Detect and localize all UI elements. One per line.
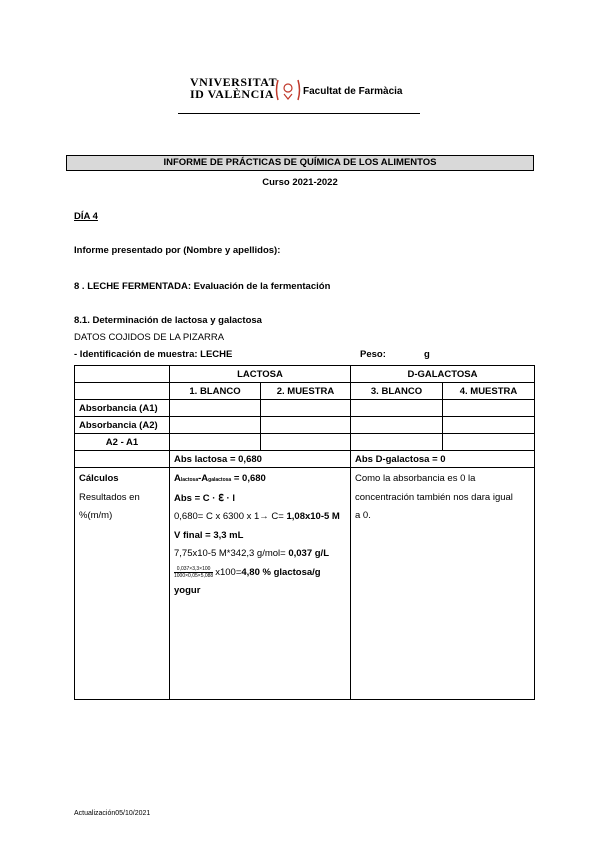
table-cell [75,451,170,468]
table-cell [170,417,261,434]
table-row [75,383,535,400]
galactosa-note-line: a 0. [355,510,371,521]
group-header-galactosa: D-GALACTOSA [351,366,535,383]
calc-line-7: yogur [174,585,201,596]
university-logo [190,76,420,106]
fraction: 0,037×3,3×100 1000×0,05×5,088 [174,566,214,580]
weight-label: Peso: [360,349,386,360]
result-label: Resultados en [79,491,140,503]
table-cell [261,400,351,417]
table-cell [170,434,261,451]
section-title: 8 . LECHE FERMENTADA: Evaluación de la fermentación [74,281,331,292]
table-row [75,468,535,700]
table-row [75,434,535,451]
results-table [74,365,535,700]
calc-line-5: 7,75x10-5 M*342,3 g/mol= 0,037 g/L [174,548,330,559]
result-unit-label: %(m/m) [79,510,113,521]
row-header: A2 - A1 [75,434,170,451]
abs-lactosa-value: Abs lactosa = 0,680 [170,451,351,468]
column-header: 4. MUESTRA [443,383,535,400]
sample-id: - Identificación de muestra: LECHE [74,349,233,360]
update-date: Actualización05/10/2021 [74,810,151,817]
column-header: 1. BLANCO [170,383,261,400]
table-cell [351,417,443,434]
table-row [75,451,535,468]
day-label: DÍA 4 [74,211,98,222]
university-name: VNIVERSITAT ID VALÈNCIA [190,75,278,101]
calc-line-1: Alactosa-Agalactosa = 0,680 [174,473,266,484]
table-cell [443,434,535,451]
table-cell [443,417,535,434]
row-header: Absorbancia (A1) [75,400,170,417]
presented-by-label: Informe presentado por (Nombre y apellidos): [74,245,281,256]
table-cell [351,434,443,451]
column-header: 2. MUESTRA [261,383,351,400]
subsection-title: 8.1. Determinación de lactosa y galactosa [74,315,262,326]
calc-line-4: V final = 3,3 mL [174,529,244,541]
university-seal-icon [275,78,301,102]
table-cell [261,434,351,451]
calc-label-cell [75,468,170,700]
header-divider [178,113,420,114]
table-cell [351,400,443,417]
group-header-lactosa: LACTOSA [170,366,351,383]
faculty-name: Facultat de Farmàcia [303,86,403,97]
table-cell [75,366,170,383]
table-row [75,366,535,383]
course-label: Curso 2021-2022 [262,177,338,188]
calc-label: Cálculos [79,473,119,484]
calc-line-3: 0,680= C x 6300 x 1→ C= 1,08x10-5 M [174,511,340,522]
data-note: DATOS COJIDOS DE LA PIZARRA [74,332,225,343]
abs-galactosa-value: Abs D-galactosa = 0 [351,451,535,468]
table-row [75,400,535,417]
galactosa-note-line: concentración también nos dara igual [355,491,513,503]
calc-galactosa-cell [351,468,535,700]
table-cell [443,400,535,417]
report-title: INFORME DE PRÁCTICAS DE QUÍMICA DE LOS ALIMENTOS [66,155,534,171]
table-row [75,417,535,434]
calc-line-2: Abs = C · ℇ · l [174,492,235,504]
table-cell [261,417,351,434]
column-header: 3. BLANCO [351,383,443,400]
calc-lactosa-cell [170,468,351,700]
calc-line-6: 0,037×3,3×100 1000×0,05×5,088 x100= 4,80 % glactosa/g [174,566,321,580]
row-header: Absorbancia (A2) [75,417,170,434]
weight-unit: g [424,349,430,360]
table-cell [75,383,170,400]
galactosa-note-line: Como la absorbancia es 0 la [355,473,476,484]
table-cell [170,400,261,417]
